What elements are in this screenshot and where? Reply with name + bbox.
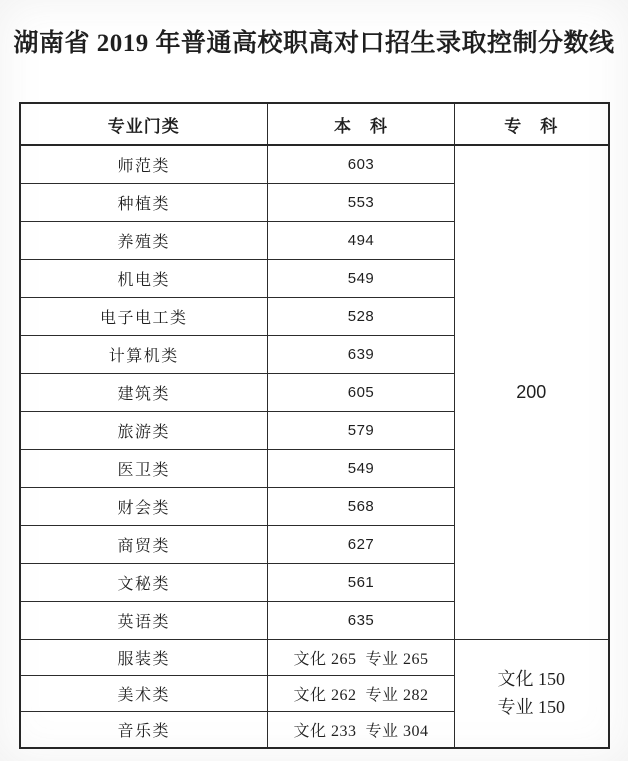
category-cell: 养殖类 (20, 222, 268, 260)
benke-score-cell: 494 (268, 222, 455, 260)
benke-score-cell: 605 (268, 374, 455, 412)
score-table (19, 102, 610, 749)
category-cell: 计算机类 (20, 336, 268, 374)
category-cell: 文秘类 (20, 564, 268, 602)
category-cell: 商贸类 (20, 526, 268, 564)
benke-score-cell: 528 (268, 298, 455, 336)
benke-score-cell: 549 (268, 450, 455, 488)
category-cell: 建筑类 (20, 374, 268, 412)
benke-score-cell: 639 (268, 336, 455, 374)
col-header-benke: 本 科 (268, 103, 455, 145)
category-cell: 音乐类 (20, 712, 268, 749)
category-cell: 师范类 (20, 145, 268, 184)
category-cell: 机电类 (20, 260, 268, 298)
col-header-zhuanke: 专 科 (455, 103, 609, 145)
category-cell: 种植类 (20, 184, 268, 222)
zhuanke-art-major-line: 专业 150 (497, 696, 565, 717)
table-row (20, 145, 609, 184)
category-cell: 财会类 (20, 488, 268, 526)
category-cell: 英语类 (20, 602, 268, 640)
benke-score-cell: 文化 262 专业 282 (268, 676, 455, 712)
benke-score-cell: 549 (268, 260, 455, 298)
benke-score-cell: 635 (268, 602, 455, 640)
category-cell: 旅游类 (20, 412, 268, 450)
header-row (20, 103, 609, 145)
category-cell: 医卫类 (20, 450, 268, 488)
benke-score-cell: 文化 233 专业 304 (268, 712, 455, 749)
page-title: 湖南省 2019 年普通高校职高对口招生录取控制分数线 (13, 30, 615, 57)
benke-score-cell: 文化 265 专业 265 (268, 640, 455, 676)
benke-score-cell: 553 (268, 184, 455, 222)
benke-score-cell: 579 (268, 412, 455, 450)
col-header-category: 专业门类 (20, 103, 268, 145)
zhuanke-art-merged-cell (455, 640, 609, 749)
benke-score-cell: 568 (268, 488, 455, 526)
benke-score-cell: 561 (268, 564, 455, 602)
zhuanke-merged-score-cell: 200 (455, 145, 609, 640)
benke-score-cell: 603 (268, 145, 455, 184)
benke-score-cell: 627 (268, 526, 455, 564)
zhuanke-art-culture-line: 文化 150 (497, 668, 565, 689)
category-cell: 美术类 (20, 676, 268, 712)
category-cell: 电子电工类 (20, 298, 268, 336)
category-cell: 服装类 (20, 640, 268, 676)
table-row (20, 640, 609, 676)
